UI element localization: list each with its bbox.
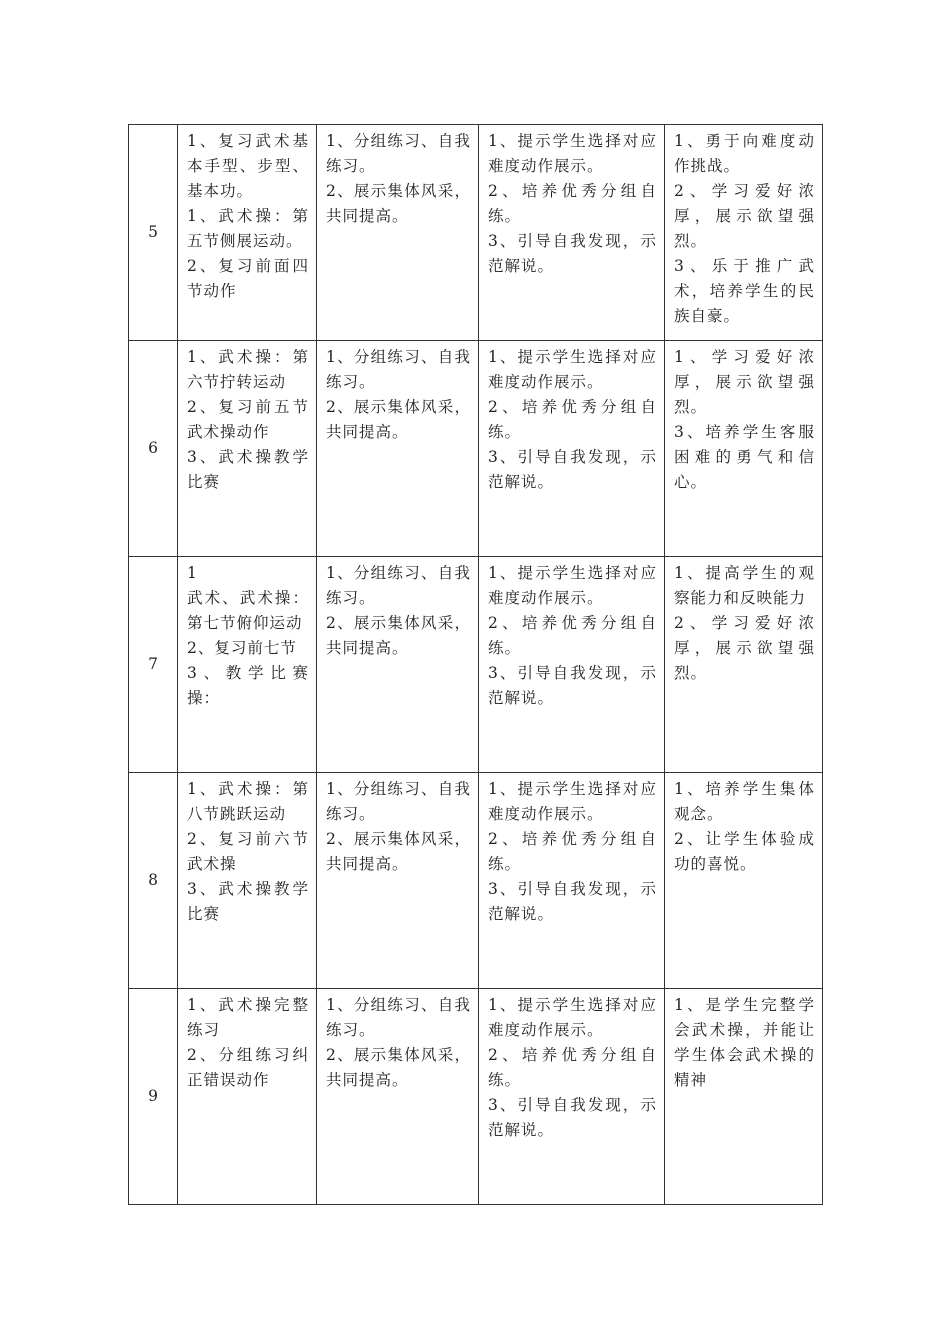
goals-line: 2、学习爱好浓厚，展示欲望强烈。 [674,614,815,682]
cell-content [178,557,317,773]
content-line: 2、复习前面四节动作 [187,257,309,300]
guidance-line: 1、提示学生选择对应难度动作展示。 [488,996,657,1039]
cell-content [178,989,317,1205]
cell-method [317,557,479,773]
method-line: 1、分组练习、自我练习。 [326,348,471,391]
lesson-plan-table [128,124,823,1205]
guidance-line: 3、引导自我发现，示范解说。 [488,448,657,491]
content-line: 3、教学比赛操： [187,664,309,707]
cell-goals [665,341,823,557]
guidance-line: 2、培养优秀分组自练。 [488,830,657,873]
guidance-line: 2、培养优秀分组自练。 [488,1046,657,1089]
cell-guidance [479,773,665,989]
cell-guidance [479,125,665,341]
goals-line: 2、学习爱好浓厚，展示欲望强烈。 [674,182,815,250]
table-row [129,557,823,773]
table-row [129,773,823,989]
cell-guidance [479,989,665,1205]
goals-line: 1、勇于向难度动作挑战。 [674,132,815,175]
content-line: 2、分组练习纠正错误动作 [187,1046,309,1089]
cell-method [317,989,479,1205]
lesson-number: 5 [129,125,178,341]
goals-line: 1、是学生完整学会武术操，并能让学生体会武术操的精神 [674,996,815,1089]
guidance-line: 1、提示学生选择对应难度动作展示。 [488,564,657,607]
cell-content [178,773,317,989]
method-line: 1、分组练习、自我练习。 [326,564,471,607]
lesson-number: 9 [129,989,178,1205]
cell-guidance [479,341,665,557]
content-line: 1 [187,564,198,582]
content-line: 2、复习前七节 [187,639,297,657]
guidance-line: 1、提示学生选择对应难度动作展示。 [488,780,657,823]
cell-content [178,341,317,557]
cell-goals [665,125,823,341]
method-line: 2、展示集体风采，共同提高。 [326,830,471,873]
guidance-line: 3、引导自我发现，示范解说。 [488,664,657,707]
cell-goals [665,989,823,1205]
cell-method [317,773,479,989]
lesson-plan-body [129,125,823,1205]
method-line: 1、分组练习、自我练习。 [326,780,471,823]
method-line: 1、分组练习、自我练习。 [326,132,471,175]
guidance-line: 1、提示学生选择对应难度动作展示。 [488,132,657,175]
content-line: 武术、武术操：第七节俯仰运动 [187,589,309,632]
cell-method [317,341,479,557]
guidance-line: 2、培养优秀分组自练。 [488,182,657,225]
guidance-line: 1、提示学生选择对应难度动作展示。 [488,348,657,391]
content-line: 1、武术操：第五节侧展运动。 [187,207,309,250]
cell-goals [665,557,823,773]
cell-method [317,125,479,341]
guidance-line: 3、引导自我发现，示范解说。 [488,880,657,923]
method-line: 2、展示集体风采，共同提高。 [326,1046,471,1089]
method-line: 2、展示集体风采，共同提高。 [326,182,471,225]
guidance-line: 3、引导自我发现，示范解说。 [488,232,657,275]
method-line: 2、展示集体风采，共同提高。 [326,398,471,441]
goals-line: 2、让学生体验成功的喜悦。 [674,830,815,873]
goals-line: 1、培养学生集体观念。 [674,780,815,823]
goals-line: 1、提高学生的观察能力和反映能力 [674,564,815,607]
guidance-line: 2、培养优秀分组自练。 [488,614,657,657]
content-line: 2、复习前六节武术操 [187,830,309,873]
goals-line: 1、学习爱好浓厚，展示欲望强烈。 [674,348,815,416]
table-row [129,125,823,341]
table-row [129,341,823,557]
method-line: 2、展示集体风采，共同提高。 [326,614,471,657]
content-line: 3、武术操教学比赛 [187,880,309,923]
content-line: 1、武术操：第六节拧转运动 [187,348,309,391]
method-line: 1、分组练习、自我练习。 [326,996,471,1039]
cell-guidance [479,557,665,773]
content-line: 3、武术操教学比赛 [187,448,309,491]
cell-goals [665,773,823,989]
content-line: 1、武术操完整练习 [187,996,309,1039]
guidance-line: 2、培养优秀分组自练。 [488,398,657,441]
cell-content [178,125,317,341]
goals-line: 3、培养学生客服困难的勇气和信心。 [674,423,815,491]
table-row [129,989,823,1205]
goals-line: 3、乐于推广武术，培养学生的民族自豪。 [674,257,815,325]
guidance-line: 3、引导自我发现，示范解说。 [488,1096,657,1139]
lesson-number: 8 [129,773,178,989]
lesson-number: 7 [129,557,178,773]
lesson-number: 6 [129,341,178,557]
content-line: 1、复习武术基本手型、步型、基本功。 [187,132,309,200]
content-line: 1、武术操：第八节跳跃运动 [187,780,309,823]
content-line: 2、复习前五节武术操动作 [187,398,309,441]
